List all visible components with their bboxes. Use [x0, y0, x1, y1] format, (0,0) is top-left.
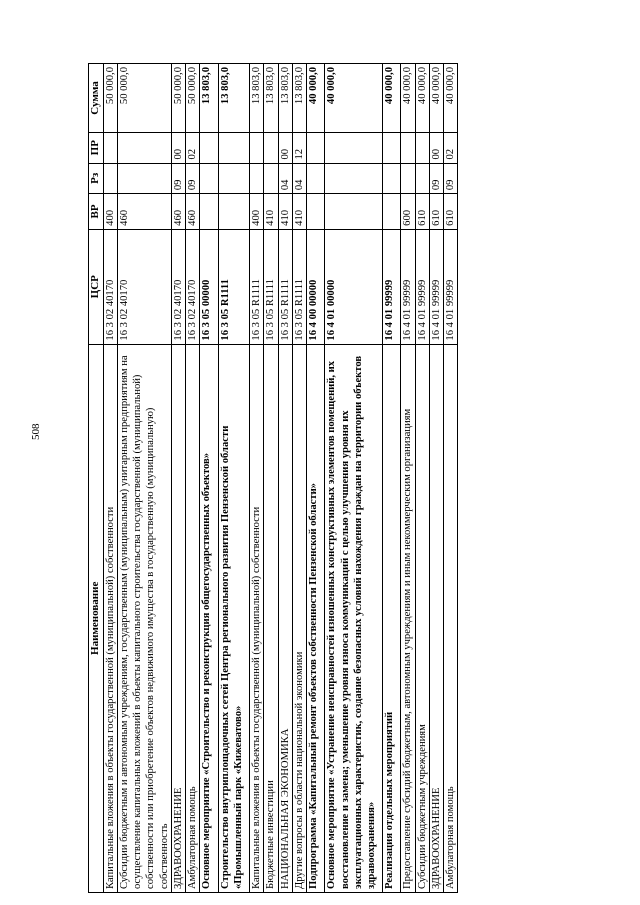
cell-vr — [307, 194, 325, 230]
cell-name: Капитальные вложения в объекты государственной (муниципальной) собственности — [103, 344, 117, 892]
table-row — [264, 64, 278, 893]
cell-pr: 00 — [429, 132, 443, 163]
cell-rz: 09 — [429, 163, 443, 194]
cell-vr: 460 — [186, 194, 200, 230]
table-row — [292, 64, 306, 893]
cell-vr: 600 — [401, 194, 415, 230]
cell-pr: 02 — [444, 132, 458, 163]
cell-csr: 16 3 05 R1111 — [278, 229, 292, 344]
cell-rz: 09 — [171, 163, 185, 194]
cell-name: Субсидии бюджетным учреждениям — [415, 344, 429, 892]
cell-csr: 16 3 05 00000 — [200, 229, 218, 344]
table-row — [401, 64, 415, 893]
cell-name: ЗДРАВООХРАНЕНИЕ — [429, 344, 443, 892]
cell-pr: 00 — [278, 132, 292, 163]
table-row — [415, 64, 429, 893]
header-sum: Сумма — [89, 64, 104, 133]
cell-pr — [383, 132, 401, 163]
cell-sum: 13 803,0 — [292, 64, 306, 133]
cell-rz — [200, 163, 218, 194]
table-row — [200, 64, 218, 893]
cell-name: Реализация отдельных мероприятий — [383, 344, 401, 892]
cell-vr: 400 — [250, 194, 264, 230]
cell-sum: 50 000,0 — [171, 64, 185, 133]
header-pr: ПР — [89, 132, 104, 163]
cell-name: ЗДРАВООХРАНЕНИЕ — [171, 344, 185, 892]
cell-pr — [200, 132, 218, 163]
cell-rz — [401, 163, 415, 194]
cell-pr — [325, 132, 383, 163]
cell-csr: 16 4 01 00000 — [325, 229, 383, 344]
cell-rz: 09 — [186, 163, 200, 194]
cell-csr: 16 3 02 40170 — [186, 229, 200, 344]
cell-rz — [415, 163, 429, 194]
table-row — [444, 64, 458, 893]
cell-pr — [264, 132, 278, 163]
cell-sum: 50 000,0 — [186, 64, 200, 133]
cell-pr — [250, 132, 264, 163]
cell-csr: 16 3 05 R1111 — [264, 229, 278, 344]
cell-csr: 16 3 05 R1111 — [250, 229, 264, 344]
cell-vr: 410 — [292, 194, 306, 230]
cell-vr — [325, 194, 383, 230]
table-row — [117, 64, 171, 893]
cell-name: Амбулаторная помощь — [444, 344, 458, 892]
cell-sum: 40 000,0 — [429, 64, 443, 133]
cell-sum: 13 803,0 — [264, 64, 278, 133]
cell-pr — [103, 132, 117, 163]
cell-vr — [383, 194, 401, 230]
cell-pr — [415, 132, 429, 163]
cell-pr — [307, 132, 325, 163]
cell-vr: 460 — [117, 194, 171, 230]
cell-vr — [200, 194, 218, 230]
cell-csr: 16 3 02 40170 — [171, 229, 185, 344]
table-header-row — [89, 64, 104, 893]
cell-sum: 13 803,0 — [200, 64, 218, 133]
cell-csr: 16 4 01 99999 — [415, 229, 429, 344]
table-row — [325, 64, 383, 893]
cell-rz: 04 — [278, 163, 292, 194]
cell-rz — [325, 163, 383, 194]
cell-pr: 00 — [171, 132, 185, 163]
cell-vr: 410 — [264, 194, 278, 230]
table-row — [429, 64, 443, 893]
cell-pr — [218, 132, 249, 163]
cell-rz — [250, 163, 264, 194]
cell-vr: 610 — [444, 194, 458, 230]
cell-csr: 16 4 00 00000 — [307, 229, 325, 344]
table-row — [186, 64, 200, 893]
header-csr: ЦСР — [89, 229, 104, 344]
cell-csr: 16 4 01 99999 — [444, 229, 458, 344]
cell-name: Основное мероприятие «Строительство и реконструкция общегосударственных объектов» — [200, 344, 218, 892]
cell-rz — [264, 163, 278, 194]
rotated-page-content — [88, 63, 536, 893]
cell-pr — [401, 132, 415, 163]
cell-csr: 16 4 01 99999 — [401, 229, 415, 344]
cell-sum: 13 803,0 — [250, 64, 264, 133]
cell-vr — [218, 194, 249, 230]
cell-csr: 16 4 01 99999 — [383, 229, 401, 344]
cell-sum: 13 803,0 — [218, 64, 249, 133]
cell-vr: 400 — [103, 194, 117, 230]
cell-csr: 16 4 01 99999 — [429, 229, 443, 344]
cell-rz — [218, 163, 249, 194]
cell-name: Амбулаторная помощь — [186, 344, 200, 892]
cell-name: Подпрограмма «Капитальный ремонт объектов собственности Пензенской области» — [307, 344, 325, 892]
cell-sum: 50 000,0 — [103, 64, 117, 133]
cell-csr: 16 3 05 R1111 — [292, 229, 306, 344]
cell-name: НАЦИОНАЛЬНАЯ ЭКОНОМИКА — [278, 344, 292, 892]
cell-sum: 40 000,0 — [307, 64, 325, 133]
table-row — [278, 64, 292, 893]
cell-sum: 40 000,0 — [444, 64, 458, 133]
table-row — [103, 64, 117, 893]
cell-sum: 40 000,0 — [401, 64, 415, 133]
cell-vr: 460 — [171, 194, 185, 230]
cell-name: Бюджетные инвестиции — [264, 344, 278, 892]
cell-name: Субсидии бюджетным и автономным учреждениям, государственным (муниципальным) унитарным предприятиям на осуществление капитальных вложений в объекты капитального строительства государственной (муниципальной) собственности или приобретение объектов недвижимого имущества в государственную (муниципальную) собственность — [117, 344, 171, 892]
cell-rz: 04 — [292, 163, 306, 194]
cell-rz — [103, 163, 117, 194]
cell-csr: 16 3 02 40170 — [103, 229, 117, 344]
cell-sum: 50 000,0 — [117, 64, 171, 133]
cell-sum: 40 000,0 — [383, 64, 401, 133]
header-vr: ВР — [89, 194, 104, 230]
cell-name: Другие вопросы в области национальной экономики — [292, 344, 306, 892]
table-row — [383, 64, 401, 893]
cell-name: Капитальные вложения в объекты государственной (муниципальной) собственности — [250, 344, 264, 892]
table-row — [250, 64, 264, 893]
cell-sum: 40 000,0 — [325, 64, 383, 133]
table-row — [307, 64, 325, 893]
table-row — [218, 64, 249, 893]
table-body — [103, 64, 458, 893]
header-name: Наименование — [89, 344, 104, 892]
cell-csr: 16 3 02 40170 — [117, 229, 171, 344]
cell-sum: 40 000,0 — [415, 64, 429, 133]
cell-rz — [307, 163, 325, 194]
cell-vr: 610 — [429, 194, 443, 230]
cell-pr: 12 — [292, 132, 306, 163]
cell-rz — [383, 163, 401, 194]
cell-csr: 16 3 05 R1111 — [218, 229, 249, 344]
cell-name: Строительство внутриплощадочных сетей Центра регионального развития Пензенской области «Промышленный парк «Кижеватово» — [218, 344, 249, 892]
cell-pr — [117, 132, 171, 163]
cell-name: Основное мероприятие «Устранение неисправностей изношенных конструктивных элементов помещений, их восстановление и замена; уменьшение уровня износа коммуникаций с целью улучшения уровня их эксплуатационных характеристик, создание безопасных условий нахождения граждан на территории объектов здравоохранения» — [325, 344, 383, 892]
cell-pr: 02 — [186, 132, 200, 163]
cell-vr: 610 — [415, 194, 429, 230]
cell-rz: 09 — [444, 163, 458, 194]
cell-rz — [117, 163, 171, 194]
budget-table — [88, 63, 458, 893]
cell-vr: 410 — [278, 194, 292, 230]
cell-name: Предоставление субсидий бюджетным, автономным учреждениям и иным некоммерческим организациям — [401, 344, 415, 892]
table-row — [171, 64, 185, 893]
page-number: 508 — [30, 423, 42, 440]
cell-sum: 13 803,0 — [278, 64, 292, 133]
header-rz: Рз — [89, 163, 104, 194]
